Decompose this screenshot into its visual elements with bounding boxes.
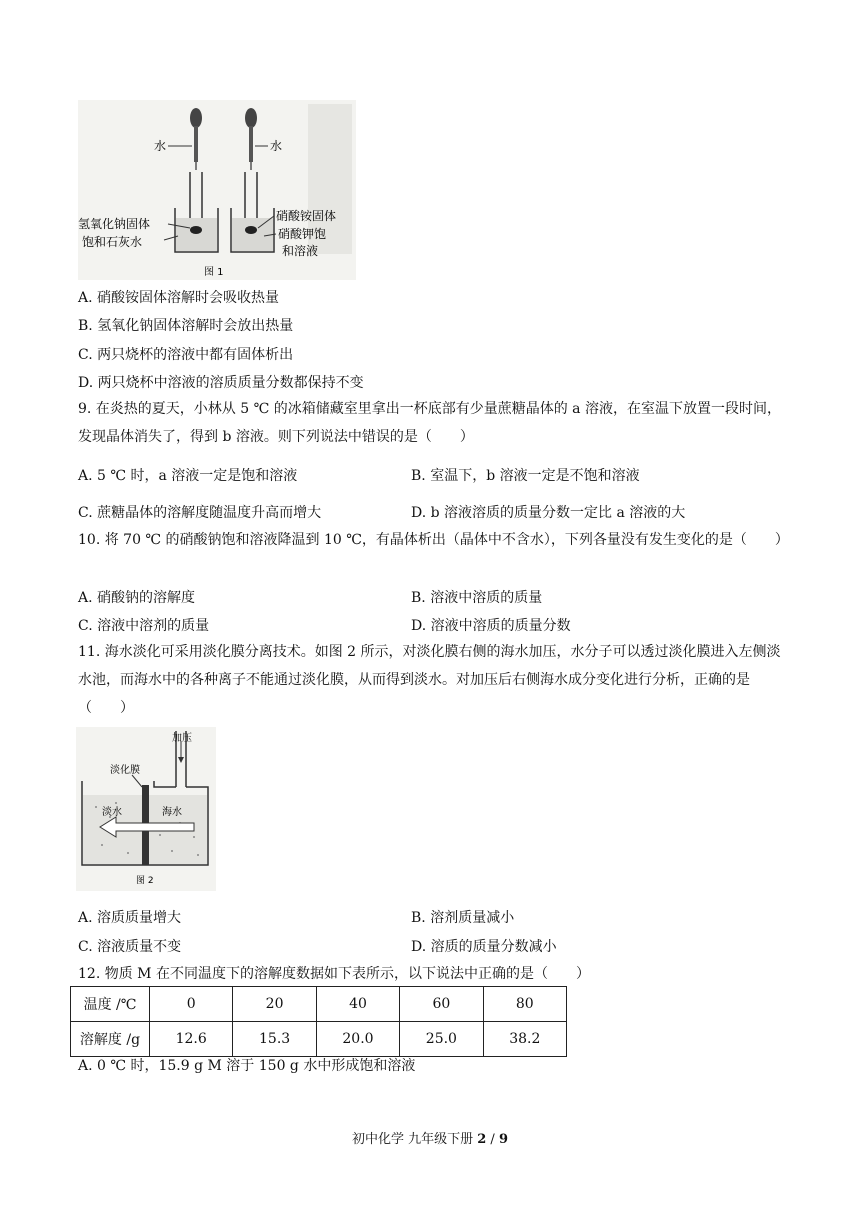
q9-option-c: C. 蔗糖晶体的溶解度随温度升高而增大 (78, 505, 322, 521)
table-cell: 38.2 (483, 1022, 566, 1057)
q8-option-c: C. 两只烧杯的溶液中都有固体析出 (78, 347, 294, 363)
dropper-tube-right (249, 126, 253, 162)
table-cell: 12.6 (150, 1022, 233, 1057)
q11-option-d: D. 溶质的质量分数减小 (411, 939, 557, 955)
table-cell: 0 (150, 987, 233, 1022)
table-header-temperature: 温度 /℃ (71, 987, 150, 1022)
table-cell: 20.0 (316, 1022, 399, 1057)
figure-2 (76, 727, 216, 891)
fig2-label-fresh: 淡水 (102, 807, 122, 818)
q8-option-d: D. 两只烧杯中溶液的溶质质量分数都保持不变 (78, 375, 364, 391)
page-footer (0, 1128, 860, 1147)
q12-option-a: A. 0 ℃ 时，15.9 g M 溶于 150 g 水中形成饱和溶液 (78, 1058, 416, 1074)
q8-option-b: B. 氢氧化钠固体溶解时会放出热量 (78, 318, 294, 334)
fig1-label-limewater: 饱和石灰水 (82, 235, 143, 249)
fig2-label-membrane: 淡化膜 (110, 765, 140, 776)
q10-option-c: C. 溶液中溶剂的质量 (78, 618, 210, 634)
q11-option-b: B. 溶剂质量减小 (411, 910, 515, 926)
table-cell: 40 (316, 987, 399, 1022)
q10-option-d: D. 溶液中溶质的质量分数 (411, 618, 571, 634)
q11-stem: 11. 海水淡化可采用淡化膜分离技术。如图 2 所示，对淡化膜右侧的海水加压，水分子可以透过淡化膜进入左侧淡水池，而海水中的各种离子不能通过淡化膜，从而得到淡水。对加压后右侧海水成分变化进行分析，正确的是（ ） (78, 644, 781, 716)
q11-option-c: C. 溶液质量不变 (78, 939, 182, 955)
table-header-solubility: 溶解度 /g (71, 1022, 150, 1057)
footer-page-number: 2 (477, 1132, 487, 1147)
naoh-solid (190, 226, 202, 234)
q9-option-d: D. b 溶液溶质的质量分数一定比 a 溶液的大 (411, 505, 686, 521)
fig1-label-water-left: 水 (154, 139, 167, 153)
dropper-bulb-right (245, 108, 257, 128)
dropper-bulb-left (190, 108, 202, 128)
q10-option-a: A. 硝酸钠的溶解度 (78, 590, 196, 606)
table-row-temperature (71, 987, 567, 1022)
fig2-caption: 图 2 (136, 876, 154, 886)
table-cell: 20 (233, 987, 316, 1022)
nh4no3-solid (245, 226, 257, 234)
table-cell: 60 (400, 987, 483, 1022)
q11-option-a: A. 溶质质量增大 (78, 910, 182, 926)
q12-stem: 12. 物质 M 在不同温度下的溶解度数据如下表所示，以下说法中正确的是（ ） (78, 966, 590, 982)
fig1-label-water-right: 水 (270, 139, 283, 153)
q9-stem: 9. 在炎热的夏天，小林从 5 ℃ 的冰箱储藏室里拿出一杯底部有少量蔗糖晶体的 a 溶液，在室温下放置一段时间，发现晶体消失了，得到 b 溶液。则下列说法中错误的是（ ） (78, 401, 781, 445)
table-row-solubility (71, 1022, 567, 1057)
footer-text: 初中化学 九年级下册 (351, 1132, 478, 1147)
q9-option-a: A. 5 ℃ 时，a 溶液一定是饱和溶液 (78, 468, 298, 484)
table-cell: 15.3 (233, 1022, 316, 1057)
q10-stem: 10. 将 70 ℃ 的硝酸钠饱和溶液降温到 10 ℃，有晶体析出（晶体中不含水），下列各量没有发生变化的是（ ） (78, 532, 789, 548)
figure-1-drawing (78, 100, 356, 280)
fig2-label-pressure: 加压 (172, 733, 192, 744)
limewater-liquid (176, 218, 217, 251)
footer-separator: / (486, 1132, 499, 1147)
figure-2-drawing (76, 727, 216, 891)
fig1-label-naoh: 氢氧化钠固体 (78, 217, 151, 231)
kno3-liquid (232, 218, 273, 251)
fig1-label-nh4no3: 硝酸铵固体 (276, 209, 337, 223)
dropper-tube-left (194, 126, 198, 162)
footer-total-pages: 9 (498, 1132, 508, 1147)
fig1-caption: 图 1 (204, 267, 224, 278)
table-cell: 25.0 (400, 1022, 483, 1057)
pressure-arrowhead (178, 757, 184, 763)
table-cell: 80 (483, 987, 566, 1022)
q9-option-b: B. 室温下，b 溶液一定是不饱和溶液 (411, 468, 640, 484)
q8-option-a: A. 硝酸铵固体溶解时会吸收热量 (78, 290, 280, 306)
figure-1 (78, 100, 356, 280)
solubility-table (70, 986, 567, 1057)
fig1-label-kno3-1: 硝酸钾饱 (278, 227, 327, 241)
fig2-label-sea: 海水 (162, 807, 182, 818)
fig1-label-kno3-2: 和溶液 (282, 244, 319, 258)
q10-option-b: B. 溶液中溶质的质量 (411, 590, 543, 606)
